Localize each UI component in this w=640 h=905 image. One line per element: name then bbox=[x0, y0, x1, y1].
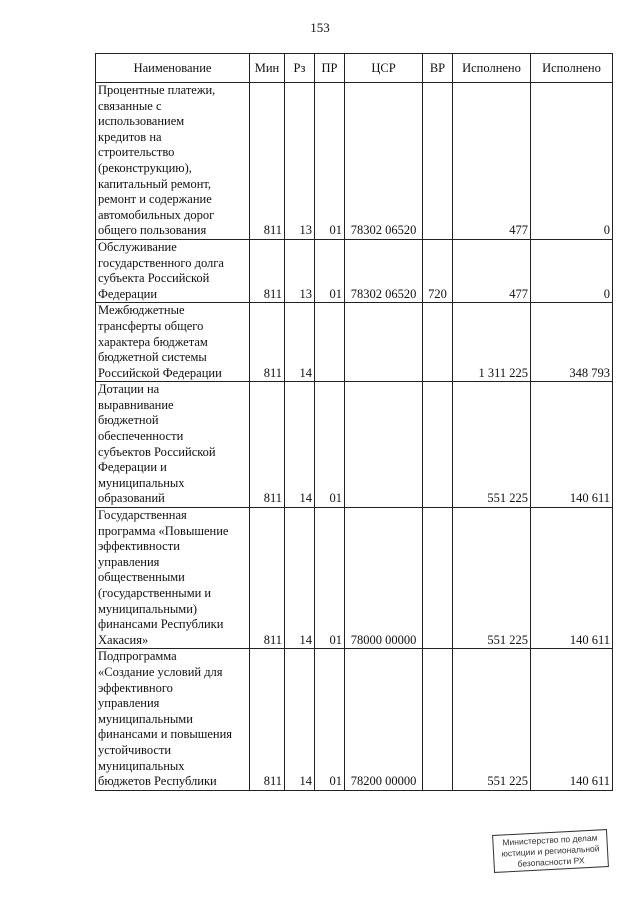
cell-executed-1: 477 bbox=[453, 83, 531, 240]
cell-csr bbox=[345, 303, 423, 382]
table-row bbox=[96, 83, 613, 240]
cell-name bbox=[96, 382, 250, 508]
cell-csr: 78200 00000 bbox=[345, 649, 423, 790]
cell-vr bbox=[423, 83, 453, 240]
cell-rz: 14 bbox=[285, 382, 315, 508]
cell-executed-2: 0 bbox=[531, 83, 613, 240]
name-line: Процентные платежи, bbox=[98, 83, 216, 97]
name-line: устойчивости bbox=[98, 742, 172, 757]
name-line: финансами и повышения bbox=[98, 727, 233, 742]
table-row bbox=[96, 239, 613, 302]
name-line: эффективности bbox=[98, 539, 180, 554]
cell-rz: 13 bbox=[285, 239, 315, 302]
name-line: ремонт и содержание bbox=[98, 192, 212, 207]
budget-table bbox=[95, 53, 613, 791]
name-line: образований bbox=[98, 491, 165, 506]
cell-vr bbox=[423, 303, 453, 382]
cell-executed-1: 477 bbox=[453, 239, 531, 302]
name-line: связанные с bbox=[98, 98, 162, 113]
name-line: Межбюджетные bbox=[98, 303, 185, 318]
cell-executed-1: 551 225 bbox=[453, 508, 531, 649]
name-line: муниципальными) bbox=[98, 601, 198, 616]
cell-executed-2: 348 793 bbox=[531, 303, 613, 382]
name-line: бюджетной системы bbox=[98, 350, 207, 365]
cell-csr: 78302 06520 bbox=[345, 83, 423, 240]
name-line: бюджетной bbox=[98, 413, 159, 428]
cell-rz: 14 bbox=[285, 508, 315, 649]
cell-rz: 14 bbox=[285, 303, 315, 382]
name-line: общего пользования bbox=[98, 223, 207, 238]
name-line: эффективного bbox=[98, 680, 173, 695]
cell-name bbox=[96, 649, 250, 790]
name-line: (реконструкцию), bbox=[98, 160, 192, 175]
name-line: использованием bbox=[98, 114, 185, 129]
page-number: 153 bbox=[310, 20, 330, 35]
cell-min: 811 bbox=[250, 649, 285, 790]
cell-executed-1: 1 311 225 bbox=[453, 303, 531, 382]
name-line: капитальный ремонт, bbox=[98, 176, 212, 191]
cell-executed-1: 551 225 bbox=[453, 649, 531, 790]
cell-pr: 01 bbox=[315, 508, 345, 649]
name-line: характера бюджетам bbox=[98, 334, 208, 349]
stamp-line: Министерство по делам bbox=[502, 832, 598, 848]
header-name: Наименование bbox=[96, 54, 250, 83]
name-line: муниципальных bbox=[98, 758, 185, 773]
header-executed-1: Исполнено bbox=[453, 54, 531, 83]
cell-csr: 78302 06520 bbox=[345, 239, 423, 302]
name-line: субъекта Российской bbox=[98, 271, 210, 286]
name-line: управления bbox=[98, 696, 160, 711]
header-vr: ВР bbox=[423, 54, 453, 83]
header-pr: ПР bbox=[315, 54, 345, 83]
name-line: (государственными и bbox=[98, 586, 212, 600]
header-rz: Рз bbox=[285, 54, 315, 83]
name-line: государственного долга bbox=[98, 255, 224, 270]
cell-csr bbox=[345, 382, 423, 508]
cell-executed-2: 140 611 bbox=[531, 382, 613, 508]
cell-executed-1: 551 225 bbox=[453, 382, 531, 508]
cell-vr bbox=[423, 508, 453, 649]
cell-pr bbox=[315, 303, 345, 382]
cell-pr: 01 bbox=[315, 239, 345, 302]
cell-executed-2: 140 611 bbox=[531, 508, 613, 649]
name-line: выравнивание bbox=[98, 397, 174, 412]
cell-executed-2: 140 611 bbox=[531, 649, 613, 790]
name-line: Дотации на bbox=[98, 382, 160, 397]
name-line: обеспеченности bbox=[98, 429, 184, 444]
cell-rz: 14 bbox=[285, 649, 315, 790]
ministry-stamp bbox=[492, 829, 609, 873]
name-line: «Создание условий для bbox=[98, 664, 223, 679]
cell-pr: 01 bbox=[315, 382, 345, 508]
cell-name bbox=[96, 83, 250, 240]
header-csr: ЦСР bbox=[345, 54, 423, 83]
table-row bbox=[96, 649, 613, 790]
stamp-line: юстиции и региональной bbox=[501, 843, 600, 859]
name-line: бюджетов Республики bbox=[98, 774, 217, 789]
cell-vr bbox=[423, 382, 453, 508]
cell-min: 811 bbox=[250, 382, 285, 508]
name-line: общественными bbox=[98, 570, 185, 585]
table-row bbox=[96, 508, 613, 649]
cell-csr: 78000 00000 bbox=[345, 508, 423, 649]
header-executed-2: Исполнено bbox=[531, 54, 613, 83]
cell-vr: 720 bbox=[423, 239, 453, 302]
name-line: Федерации bbox=[98, 286, 158, 301]
cell-name bbox=[96, 508, 250, 649]
cell-executed-2: 0 bbox=[531, 239, 613, 302]
name-line: субъектов Российской bbox=[98, 444, 216, 459]
cell-min: 811 bbox=[250, 83, 285, 240]
name-line: автомобильных дорог bbox=[98, 207, 215, 222]
name-line: Обслуживание bbox=[98, 239, 177, 254]
name-line: Хакасия» bbox=[98, 632, 149, 647]
name-line: Федерации и bbox=[98, 460, 167, 475]
name-line: Подпрограмма bbox=[98, 649, 177, 664]
name-line: финансами Республики bbox=[98, 617, 224, 632]
name-line: муниципальными bbox=[98, 711, 193, 726]
cell-min: 811 bbox=[250, 508, 285, 649]
name-line: кредитов на bbox=[98, 129, 162, 144]
stamp-line: безопасности РХ bbox=[517, 855, 585, 869]
cell-name bbox=[96, 239, 250, 302]
name-line: программа «Повышение bbox=[98, 523, 229, 538]
name-line: строительство bbox=[98, 145, 175, 160]
table-row bbox=[96, 382, 613, 508]
cell-name bbox=[96, 303, 250, 382]
cell-pr: 01 bbox=[315, 83, 345, 240]
cell-pr: 01 bbox=[315, 649, 345, 790]
name-line: управления bbox=[98, 554, 160, 569]
table-header-row bbox=[96, 54, 613, 83]
name-line: Российской Федерации bbox=[98, 365, 222, 380]
cell-vr bbox=[423, 649, 453, 790]
name-line: Государственная bbox=[98, 508, 187, 523]
table-row bbox=[96, 303, 613, 382]
header-min: Мин bbox=[250, 54, 285, 83]
name-line: муниципальных bbox=[98, 475, 185, 490]
cell-min: 811 bbox=[250, 239, 285, 302]
cell-rz: 13 bbox=[285, 83, 315, 240]
name-line: трансферты общего bbox=[98, 318, 204, 333]
cell-min: 811 bbox=[250, 303, 285, 382]
